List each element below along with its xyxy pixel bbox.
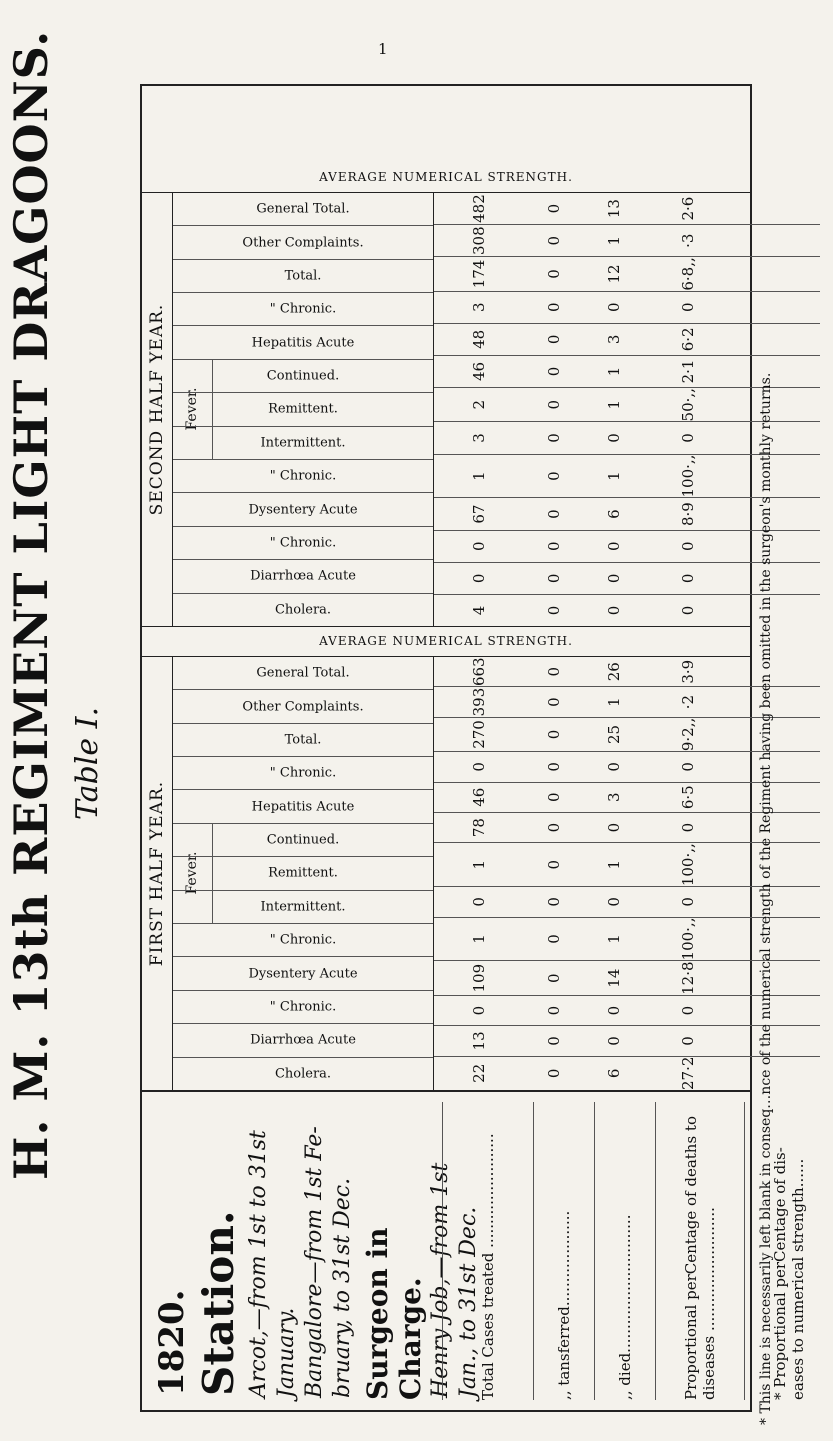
table-cell: 1	[605, 697, 623, 707]
table-cell	[732, 996, 820, 1025]
table-cell: 0	[679, 541, 697, 551]
column-header	[173, 689, 433, 722]
station-line: Arcot,—from 1st to 31st	[246, 1130, 271, 1398]
year: 1820.	[152, 1289, 192, 1396]
table-cell: 1	[605, 859, 623, 870]
table-cell: 0	[470, 897, 488, 907]
table-cell	[732, 422, 820, 453]
table-cell: 13	[470, 1031, 488, 1051]
table-cell: 0	[545, 334, 563, 345]
table-cell: 0	[679, 302, 697, 312]
column-header-label: Remittent.	[268, 401, 338, 417]
table-cell	[732, 918, 820, 961]
table-cell: 0	[605, 433, 623, 443]
table-cell: 6·5	[679, 785, 697, 810]
table-cell	[732, 531, 820, 562]
column-header-label: " Chronic.	[269, 932, 337, 948]
table-cell: 0	[545, 1036, 563, 1046]
average-strength-label: AVERAGE NUMERICAL STRENGTH.	[319, 170, 573, 184]
column-header-label: Diarrhœa Acute	[250, 568, 356, 584]
station-line: bruary, to 31st Dec.	[330, 1177, 355, 1398]
table-cell: 1	[470, 471, 488, 481]
column-header-label: Other Complaints.	[242, 699, 364, 715]
table-cell: 27·2	[679, 1056, 697, 1090]
column-header-label: General Total.	[256, 665, 350, 681]
table-cell: 1	[605, 235, 623, 246]
table-cell: 0	[545, 697, 563, 707]
table-cell: 0	[545, 399, 563, 410]
table-cell: 1	[605, 399, 623, 410]
column-header	[173, 593, 433, 626]
row-labels	[442, 1102, 833, 1400]
table-cell: 12	[605, 264, 623, 284]
column-header-label: Other Complaints.	[242, 235, 364, 251]
table-cell: 1	[470, 859, 488, 870]
data-column	[434, 224, 820, 256]
column-header	[173, 789, 433, 822]
table-cell: 1	[605, 471, 623, 481]
table-cell: 78	[470, 818, 488, 838]
table-cell: 0	[679, 822, 697, 833]
table-cell	[732, 257, 820, 290]
column-header-label: " Chronic.	[269, 535, 337, 551]
average-strength-label: AVERAGE NUMERICAL STRENGTH.	[319, 634, 573, 649]
surgeon-line: Jan., to 31st Dec.	[456, 1206, 481, 1398]
table-cell: 0	[545, 1068, 563, 1079]
table-cell: 0	[605, 302, 623, 312]
table-cell: 0	[679, 1005, 697, 1016]
table-cell: 67	[470, 504, 488, 524]
table-cell	[732, 563, 820, 594]
table-cell: 4	[470, 605, 488, 616]
table-cell: 308	[470, 226, 488, 256]
table-cell: 0	[545, 897, 563, 907]
table-cell	[732, 388, 820, 421]
table-cell: 2·6	[679, 196, 697, 221]
column-headers	[173, 193, 434, 626]
table-cell: 0	[605, 762, 623, 772]
table-cell	[732, 595, 820, 626]
table-cell: 48	[470, 329, 488, 349]
column-header	[173, 492, 433, 525]
data-column	[434, 323, 820, 355]
table-cell: 0	[679, 573, 697, 584]
column-header-label: Intermittent.	[260, 899, 346, 915]
table-cell	[732, 843, 820, 886]
table-cell: 0	[679, 605, 697, 616]
row-label-transferred: ,, tansferred....................	[533, 1102, 594, 1400]
table-cell: 109	[470, 963, 488, 993]
table-cell	[732, 657, 820, 686]
table-cell: 0	[605, 541, 623, 551]
table-cell	[732, 225, 820, 256]
column-header	[173, 292, 433, 325]
column-header-label: Continued.	[266, 368, 340, 384]
column-header-label: Remittent.	[268, 865, 338, 881]
table-cell: 0	[545, 762, 563, 772]
table-cell: 12·8	[679, 961, 697, 995]
table-cell: 0	[679, 1036, 697, 1046]
table-cell: 2	[470, 399, 488, 410]
table-cell: 3	[470, 302, 488, 312]
table-cell	[732, 1057, 820, 1090]
table-cell: 50·,,	[679, 388, 697, 422]
table-cell	[732, 752, 820, 781]
table-cell	[732, 813, 820, 842]
column-header	[173, 890, 433, 923]
table-cell: 0	[545, 433, 563, 443]
table-cell: 14	[605, 968, 623, 988]
row-label-death-percentage: Proportional perCentage of deaths to diseases ..........................	[655, 1102, 744, 1400]
row-label-strength-percentage: * Proportional perCentage of dis- eases to numerical strength......	[744, 1102, 833, 1400]
table-cell: 270	[470, 720, 488, 749]
column-headers	[173, 657, 434, 1090]
table-cell: 0	[545, 573, 563, 584]
table-cell: 0	[605, 822, 623, 833]
column-header	[173, 856, 433, 889]
column-header	[173, 956, 433, 989]
fever-group-label: Fever.	[172, 359, 213, 459]
table-cell: 6·2	[679, 327, 697, 352]
table-cell	[732, 499, 820, 530]
column-header	[173, 1057, 433, 1090]
first-half-title: FIRST HALF YEAR.	[142, 657, 173, 1090]
table-cell: 663	[470, 657, 488, 687]
column-header-label: Dysentery Acute	[248, 966, 358, 982]
table-cell: 0	[605, 605, 623, 616]
table-cell: 3	[605, 334, 623, 345]
data-column	[434, 291, 820, 323]
table-cell: 2·1	[679, 359, 697, 384]
column-header-label: Cholera.	[274, 1066, 332, 1082]
column-header	[173, 325, 433, 358]
column-header-label: " Chronic.	[269, 765, 337, 781]
column-header	[173, 657, 433, 689]
table-cell: 46	[470, 787, 488, 807]
table-cell: 13	[605, 199, 623, 219]
table-cell	[732, 193, 820, 224]
station-line: January.	[274, 1307, 299, 1398]
table-cell: 1	[605, 366, 623, 377]
table-cell: 0	[470, 1005, 488, 1016]
column-header	[173, 193, 433, 225]
table-cell: 0	[679, 762, 697, 772]
table-cell: 0	[545, 509, 563, 519]
table-cell	[732, 718, 820, 751]
table-cell: 9·2,,	[679, 717, 697, 752]
column-header	[173, 923, 433, 956]
column-header	[173, 526, 433, 559]
column-header-label: Total.	[284, 732, 322, 748]
station-line: Bangalore—from 1st Fe-	[302, 1126, 327, 1398]
table-cell: 0	[470, 762, 488, 772]
average-strength-column	[142, 626, 750, 656]
table-cell: 0	[470, 573, 488, 584]
table-cell: 0	[545, 934, 563, 944]
column-header-label: Cholera.	[274, 602, 332, 618]
table-cell: 6·8,,	[679, 257, 697, 291]
column-header	[173, 723, 433, 756]
table-cell: 0	[545, 235, 563, 246]
table-cell: 0	[545, 471, 563, 481]
table-cell: 0	[545, 822, 563, 833]
column-header-label: " Chronic.	[269, 999, 337, 1015]
column-header	[173, 459, 433, 492]
column-header-label: Hepatitis Acute	[251, 799, 355, 815]
table-cell: 0	[470, 541, 488, 551]
table-cell: 0	[545, 973, 563, 983]
column-header	[173, 359, 433, 392]
table-cell: 0	[605, 897, 623, 907]
table-cell	[732, 356, 820, 387]
table-cell: 100·,,	[679, 454, 697, 498]
column-header-label: " Chronic.	[269, 468, 337, 484]
table-cell	[732, 687, 820, 716]
table-cell: 0	[545, 269, 563, 279]
average-strength-column	[142, 162, 750, 192]
column-header	[173, 823, 433, 856]
column-header-label: Total.	[284, 268, 322, 284]
station-heading: Station.	[194, 1210, 243, 1396]
table-cell: 393	[470, 687, 488, 717]
table-cell: 0	[605, 1036, 623, 1046]
table-cell	[732, 455, 820, 498]
column-header	[173, 392, 433, 425]
table-cell: 25	[605, 724, 623, 744]
table-cell: 3	[605, 792, 623, 802]
column-header	[173, 225, 433, 258]
surgeon-line: Henry Job,—from 1st	[428, 1162, 453, 1398]
table-cell: 0	[605, 573, 623, 584]
table-cell: 26	[605, 662, 623, 682]
column-header-label: Diarrhœa Acute	[250, 1032, 356, 1048]
table-cell: 6	[605, 509, 623, 519]
column-header	[173, 426, 433, 459]
row-label-column	[142, 1090, 807, 1410]
row-label-died: ,, died.............................	[594, 1102, 655, 1400]
table-cell	[732, 887, 820, 916]
table-cell: 0	[679, 433, 697, 443]
table-cell: 3·9	[679, 659, 697, 684]
table-cell: 0	[545, 541, 563, 551]
column-header-label: Dysentery Acute	[248, 502, 358, 518]
table-cell	[732, 1026, 820, 1055]
second-half-section	[142, 192, 750, 626]
table-cell	[732, 292, 820, 323]
table-cell: 6	[605, 1068, 623, 1079]
column-header	[173, 1023, 433, 1056]
table-cell: 22	[470, 1063, 488, 1083]
page-title: H. M. 13th REGIMENT LIGHT DRAGOONS.	[4, 29, 58, 1180]
row-label-total-cases: Total Cases treated ........................	[442, 1102, 533, 1400]
page-number: 1	[378, 40, 388, 58]
table-cell: 0	[545, 605, 563, 616]
table-cell: 1	[605, 934, 623, 944]
table-cell: 0	[545, 729, 563, 740]
table-cell: 100·,,	[679, 917, 697, 961]
column-header-label: Intermittent.	[260, 435, 346, 451]
table-cell	[732, 783, 820, 812]
table-cell: 1	[470, 934, 488, 944]
column-header-label: " Chronic.	[269, 301, 337, 317]
table-cell: 0	[605, 1005, 623, 1016]
table-cell: 100·,,	[679, 843, 697, 887]
second-half-title: SECOND HALF YEAR.	[142, 193, 173, 626]
table-cell: 0	[545, 859, 563, 870]
table-cell	[732, 961, 820, 994]
table-cell: 174	[470, 259, 488, 289]
column-header	[173, 259, 433, 292]
data-column	[434, 193, 820, 224]
table-cell: 0	[545, 366, 563, 377]
column-header	[173, 990, 433, 1023]
column-header-label: Hepatitis Acute	[251, 335, 355, 351]
table-cell: ·2	[679, 694, 697, 710]
footnote: * This line is necessarily left blank in conseq…nce of the numerical strength of the Regiment having been omitted in the surgeon's monthly returns.	[758, 372, 774, 1425]
table-cell: 8·9	[679, 502, 697, 526]
column-header	[173, 756, 433, 789]
table-cell: 3	[470, 433, 488, 443]
column-header-label: Continued.	[266, 832, 340, 848]
table-cell: 0	[545, 203, 563, 214]
table-cell: 482	[470, 194, 488, 223]
table-caption: Table I.	[70, 706, 105, 820]
table-cell: 0	[545, 666, 563, 677]
table-cell: 0	[545, 1005, 563, 1016]
first-half-section	[142, 656, 750, 1090]
table-cell: 0	[545, 792, 563, 802]
table-cell: 46	[470, 361, 488, 382]
column-header-label: General Total.	[256, 201, 350, 217]
data-column	[434, 256, 820, 290]
table-cell: ·3	[679, 233, 697, 248]
column-header	[173, 559, 433, 592]
table-cell: 0	[679, 897, 697, 907]
table-cell	[732, 324, 820, 355]
fever-group-label: Fever.	[172, 823, 213, 923]
surgeon-heading: Surgeon in Charge.	[361, 1227, 427, 1400]
table-cell: 0	[545, 302, 563, 312]
